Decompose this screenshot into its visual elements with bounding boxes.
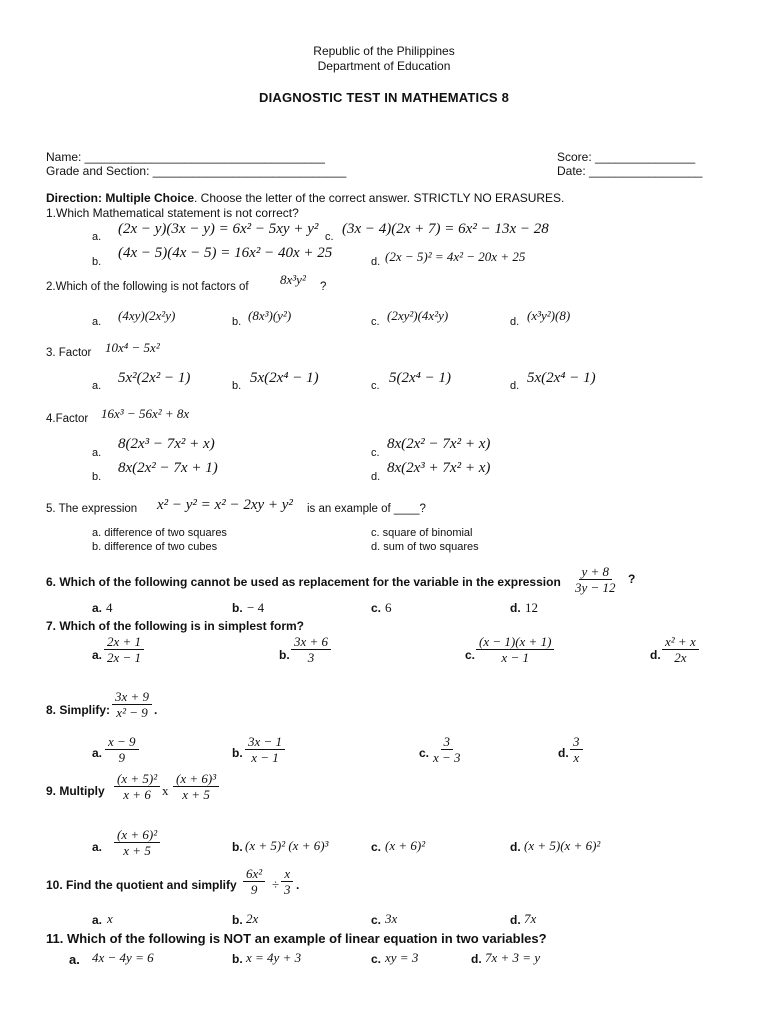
q9-c: (x + 6)²	[385, 838, 426, 853]
q2-d-label: d.	[510, 316, 520, 328]
q1-a-label: a.	[92, 231, 102, 243]
q5-d: d. sum of two squares	[371, 541, 479, 553]
q5-end: is an example of ____?	[307, 503, 426, 515]
q1-b: (4x − 5)(4x − 5) = 16x² − 40x + 25	[118, 245, 333, 261]
q11-a: 4x − 4y = 6	[92, 950, 154, 965]
q4-d-label: d.	[371, 471, 381, 483]
q8-d	[570, 734, 583, 765]
q1-c: (3x − 4)(2x + 7) = 6x² − 13x − 28	[342, 221, 549, 237]
header-department: Department of Education	[317, 59, 451, 73]
q7-text: 7. Which of the following is in simplest form?	[46, 619, 305, 633]
q5-text: 5. The expression	[46, 503, 138, 515]
q9-c-label: c.	[371, 840, 382, 854]
q7-b-label: b.	[279, 648, 290, 662]
q6-d: 12	[525, 600, 538, 615]
q4-b-label: b.	[92, 471, 102, 483]
q10-f2-num: x	[281, 866, 293, 882]
q10-b-label: b.	[232, 913, 243, 927]
q8-end: .	[154, 703, 158, 717]
q4-a-label: a.	[92, 447, 102, 459]
q8-c	[430, 734, 464, 765]
q8-d-label: d.	[558, 746, 569, 760]
q7-d	[662, 634, 699, 665]
q9-f1-den: x + 6	[123, 787, 151, 802]
q9-d-label: d.	[510, 840, 521, 854]
q11-d-label: d.	[471, 952, 482, 966]
header-republic: Republic of the Philippines	[313, 44, 455, 58]
q7-c-num: (x − 1)(x + 1)	[476, 634, 554, 650]
q10-end: .	[296, 878, 300, 892]
q6-num: y + 8	[579, 564, 613, 580]
q4-c-label: c.	[371, 447, 380, 459]
q4-text: 4.Factor	[46, 413, 89, 425]
q5-expr: x² − y² = x² − 2xy + y²	[157, 497, 293, 513]
q10-d: 7x	[524, 911, 537, 926]
q2-expr: 8x³y²	[280, 272, 306, 287]
q2-c: (2xy²)(4x²y)	[387, 308, 449, 323]
q6-end: ?	[628, 572, 636, 586]
q10-c: 3x	[385, 911, 398, 926]
q1-d: (2x − 5)² = 4x² − 20x + 25	[385, 249, 526, 264]
q10-f1-num: 6x²	[243, 866, 265, 882]
q8-c-label: c.	[419, 746, 430, 760]
q11-c: xy = 3	[385, 950, 419, 965]
q8-b-label: b.	[232, 746, 243, 760]
q8-d-den: x	[573, 750, 580, 765]
q7-d-label: d.	[650, 648, 661, 662]
q5-b: b. difference of two cubes	[92, 541, 218, 553]
q1-b-label: b.	[92, 256, 102, 268]
q6-a-label: a.	[92, 601, 103, 615]
q6-b-label: b.	[232, 601, 243, 615]
q6-text: 6. Which of the following cannot be used as replacement for the variable in the expression	[46, 575, 561, 589]
q8-a	[105, 734, 139, 765]
q8-c-num: 3	[441, 734, 454, 750]
q9-f1-num: (x + 5)²	[114, 771, 160, 787]
q9-a-label: a.	[92, 840, 103, 854]
q8-b	[245, 734, 285, 765]
q6-b: − 4	[247, 600, 265, 615]
q2-end: ?	[320, 281, 327, 293]
q2-a-label: a.	[92, 316, 102, 328]
q8-b-num: 3x − 1	[245, 734, 285, 750]
q10-a-label: a.	[92, 913, 103, 927]
q3-expr: 10x⁴ − 5x²	[105, 340, 160, 355]
q7-b-den: 3	[307, 650, 315, 665]
q1-d-label: d.	[371, 256, 381, 268]
q1-c-label: c.	[325, 231, 334, 243]
q3-a-label: a.	[92, 380, 102, 392]
q2-text: 2.Which of the following is not factors of	[46, 281, 249, 293]
q11-a-label: a.	[69, 952, 80, 967]
q8-c-den: x − 3	[433, 750, 461, 765]
q10-d-label: d.	[510, 913, 521, 927]
q3-d-label: d.	[510, 380, 520, 392]
q10-b: 2x	[246, 911, 259, 926]
q8-num: 3x + 9	[112, 689, 152, 705]
q7-a-den: 2x − 1	[107, 650, 142, 665]
q10-c-label: c.	[371, 913, 382, 927]
q5-c: c. square of binomial	[371, 527, 473, 539]
q9-factor-1	[114, 771, 160, 802]
q7-c	[476, 634, 554, 665]
q7-d-den: 2x	[674, 650, 687, 665]
q2-c-label: c.	[371, 316, 380, 328]
q7-a-num: 2x + 1	[104, 634, 144, 650]
q8-text: 8. Simplify:	[46, 703, 111, 717]
q4-d: 8x(2x³ + 7x² + x)	[387, 460, 491, 476]
q1-a: (2x − y)(3x − y) = 6x² − 5xy + y²	[118, 221, 319, 237]
grade-section-field: Grade and Section: _____________________________	[46, 164, 347, 178]
q3-b-label: b.	[232, 380, 242, 392]
q3-d: 5x(2x⁴ − 1)	[527, 370, 596, 386]
q10-text: 10. Find the quotient and simplify	[46, 878, 237, 892]
q11-b-label: b.	[232, 952, 243, 966]
q3-c: 5(2x⁴ − 1)	[389, 370, 451, 386]
q8-a-num: x − 9	[105, 734, 139, 750]
q2-b: (8x³)(y²)	[248, 308, 292, 323]
q8-b-den: x − 1	[251, 750, 279, 765]
name-field: Name: ____________________________________	[46, 150, 325, 164]
q6-fraction	[572, 564, 619, 595]
q4-a: 8(2x³ − 7x² + x)	[118, 436, 215, 452]
q10-factor-1	[243, 866, 265, 897]
q11-text: 11. Which of the following is NOT an example of linear equation in two variables?	[46, 931, 547, 946]
q11-b: x = 4y + 3	[246, 950, 302, 965]
q5-a: a. difference of two squares	[92, 527, 227, 539]
direction-text: . Choose the letter of the correct answer. STRICTLY NO ERASURES.	[194, 191, 565, 205]
q10-f2-den: 3	[284, 882, 291, 897]
q9-a-num: (x + 6)²	[114, 827, 160, 843]
q8-d-num: 3	[570, 734, 583, 750]
direction-label: Direction: Multiple Choice	[46, 191, 195, 205]
q9-b-label: b.	[232, 840, 243, 854]
q6-c: 6	[385, 600, 392, 615]
q4-expr: 16x³ − 56x² + 8x	[101, 406, 190, 421]
q7-b	[291, 634, 331, 665]
q3-b: 5x(2x⁴ − 1)	[250, 370, 319, 386]
page-title: DIAGNOSTIC TEST IN MATHEMATICS 8	[258, 90, 510, 105]
q6-den: 3y − 12	[575, 580, 616, 595]
q10-a: x	[107, 911, 113, 926]
q7-c-label: c.	[465, 648, 476, 662]
q9-b: (x + 5)² (x + 6)³	[245, 838, 329, 853]
q8-den: x² − 9	[116, 705, 148, 720]
q4-b: 8x(2x² − 7x + 1)	[118, 460, 218, 476]
q9-d: (x + 5)(x + 6)²	[524, 838, 601, 853]
q7-a	[104, 634, 144, 665]
q9-factor-2	[173, 771, 219, 802]
q10-f1-den: 9	[250, 882, 258, 897]
q9-a-den: x + 5	[123, 843, 151, 858]
q9-f2-den: x + 5	[182, 787, 210, 802]
q4-c: 8x(2x² − 7x² + x)	[387, 436, 491, 452]
q10-factor-2	[281, 866, 294, 897]
q3-text: 3. Factor	[46, 347, 92, 359]
q7-c-den: x − 1	[501, 650, 529, 665]
q2-b-label: b.	[232, 316, 242, 328]
q6-c-label: c.	[371, 601, 382, 615]
q2-a: (4xy)(2x²y)	[118, 308, 176, 323]
q9-times: x	[162, 783, 169, 798]
q3-c-label: c.	[371, 380, 380, 392]
q8-a-label: a.	[92, 746, 103, 760]
q11-d: 7x + 3 = y	[485, 950, 541, 965]
q7-b-num: 3x + 6	[291, 634, 331, 650]
q10-divide: ÷	[272, 877, 280, 892]
q11-c-label: c.	[371, 952, 382, 966]
q9-f2-num: (x + 6)³	[173, 771, 219, 787]
q8-a-den: 9	[118, 750, 126, 765]
q9-a	[114, 827, 160, 858]
q3-a: 5x²(2x² − 1)	[118, 370, 191, 386]
q8-fraction	[112, 689, 152, 720]
q7-d-num: x² + x	[662, 634, 699, 650]
q6-a: 4	[106, 600, 113, 615]
q2-d: (x³y²)(8)	[527, 308, 571, 323]
q6-d-label: d.	[510, 601, 521, 615]
q7-a-label: a.	[92, 648, 103, 662]
q9-text: 9. Multiply	[46, 784, 105, 798]
score-field: Score: _______________	[557, 150, 696, 164]
q1-text: 1.Which Mathematical statement is not correct?	[46, 206, 299, 220]
direction	[46, 191, 564, 205]
date-field: Date: _________________	[557, 164, 703, 178]
